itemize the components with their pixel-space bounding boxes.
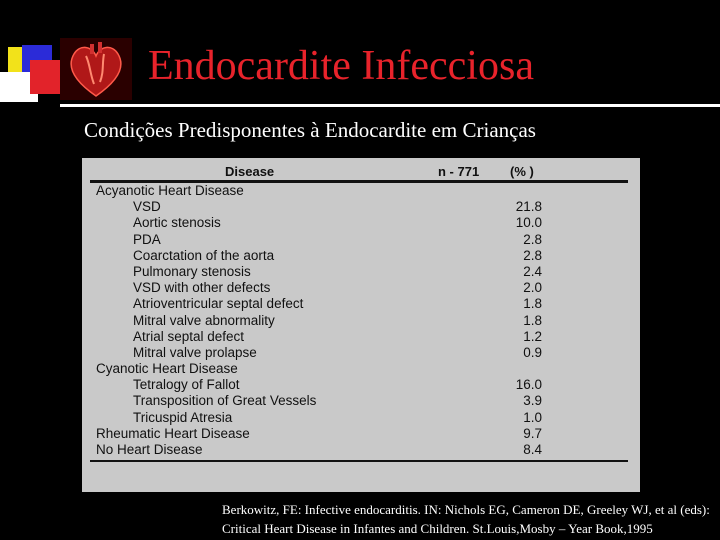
table-row [90, 377, 628, 393]
table-body [90, 183, 628, 458]
row-percent: 0.9 [523, 344, 542, 360]
row-label: Transposition of Great Vessels [133, 393, 317, 409]
row-percent: 1.8 [523, 296, 542, 312]
row-label: Tetralogy of Fallot [133, 377, 240, 393]
title-divider [60, 104, 720, 107]
table-row [90, 199, 628, 215]
row-percent: 2.8 [523, 231, 542, 247]
row-label: Tricuspid Atresia [133, 409, 233, 425]
row-percent: 16.0 [515, 377, 542, 393]
row-percent: 8.4 [523, 442, 542, 457]
table-row [90, 329, 628, 345]
row-label: Rheumatic Heart Disease [96, 425, 250, 441]
row-percent: 10.0 [515, 215, 542, 231]
row-label: Acyanotic Heart Disease [96, 183, 244, 198]
row-percent: 9.7 [523, 425, 542, 441]
row-percent: 2.8 [523, 247, 542, 263]
table-header [90, 162, 628, 183]
row-label: Atrial septal defect [133, 328, 245, 344]
table-row [90, 345, 628, 361]
row-label: Cyanotic Heart Disease [96, 361, 238, 377]
row-label: PDA [133, 231, 161, 247]
table-row [90, 313, 628, 329]
header-disease: Disease [225, 164, 275, 179]
table-row [90, 215, 628, 231]
heart-icon [60, 38, 132, 100]
row-label: Pulmonary stenosis [133, 263, 251, 279]
row-percent: 1.2 [523, 328, 542, 344]
row-percent: 3.9 [523, 393, 542, 409]
table-row [90, 296, 628, 312]
decor-square-red [30, 60, 62, 94]
row-label: VSD with other defects [133, 280, 271, 296]
row-label: Mitral valve prolapse [133, 344, 257, 360]
row-label: Mitral valve abnormality [133, 312, 275, 328]
table-row [90, 232, 628, 248]
disease-table [90, 162, 628, 462]
table-row [90, 248, 628, 264]
slide-subtitle: Condições Predisponentes à Endocardite em Crianças [84, 118, 536, 142]
header-n: n - 771 [438, 164, 480, 179]
row-label: Aortic stenosis [133, 215, 221, 231]
row-percent: 21.8 [515, 199, 542, 215]
slide-title: Endocardite Infecciosa [148, 43, 534, 89]
table-panel [82, 158, 640, 492]
row-percent: 2.4 [523, 263, 542, 279]
row-label: Coarctation of the aorta [133, 247, 275, 263]
row-percent: 1.0 [523, 409, 542, 425]
table-bottom-rule [90, 460, 628, 462]
table-row [90, 410, 628, 426]
table-row [90, 426, 628, 442]
table-row [90, 264, 628, 280]
row-label: No Heart Disease [96, 442, 203, 457]
table-row [90, 442, 628, 458]
row-label: Atrioventricular septal defect [133, 296, 304, 312]
citation: Berkowitz, FE: Infective endocarditis. IN: Nichols EG, Cameron DE, Greeley WJ, et al (eds): Critical Heart Disease in Infantes and Children. St.Louis,Mosby – Year Book,1995 [222, 502, 710, 536]
table-row [90, 280, 628, 296]
row-label: VSD [133, 199, 161, 215]
row-percent: 2.0 [523, 280, 542, 296]
table-row [90, 393, 628, 409]
table-row [90, 183, 628, 199]
row-percent: 1.8 [523, 312, 542, 328]
header-pct: (% ) [510, 164, 534, 179]
table-row [90, 361, 628, 377]
